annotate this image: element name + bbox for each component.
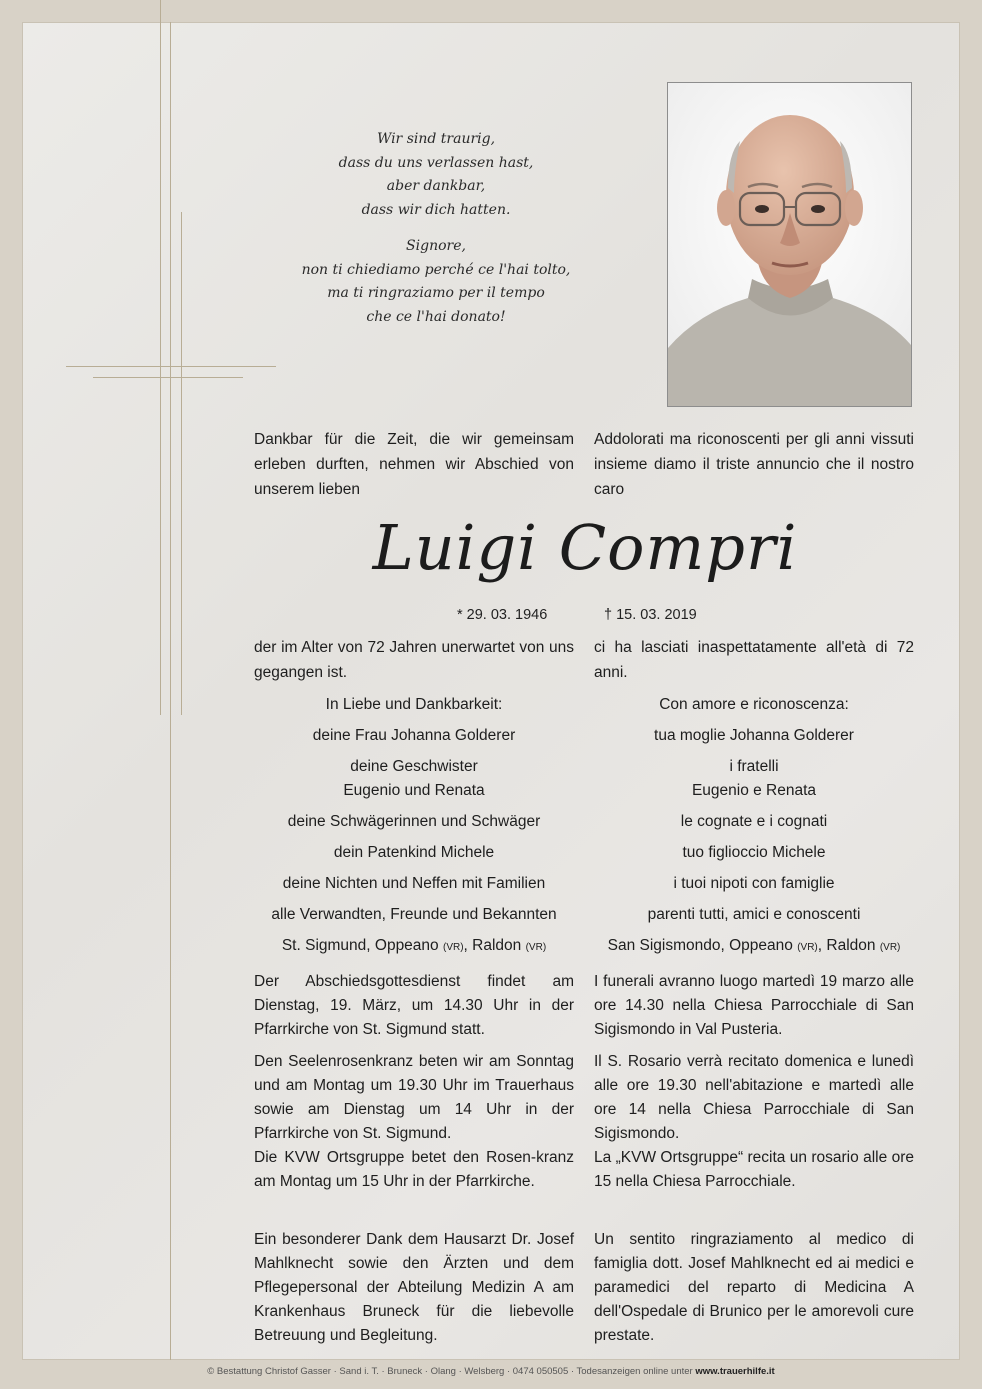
place-a-abbr: (VR)	[442, 942, 464, 953]
place-a: St. Sigmund, Oppeano	[281, 937, 443, 954]
mourner-godchild: tuo figlioccio Michele	[682, 844, 826, 861]
place-b-abbr: (VR)	[879, 942, 901, 953]
poem-german	[286, 128, 586, 222]
rosary-italian-text: Il S. Rosario verrà recitato domenica e lunedì alle ore 19.30 nell'abitazione e martedì alle ore 14 nella Chiesa Parrocchiale di San Sigismondo.	[594, 1053, 914, 1142]
mourners-heading: Con amore e riconoscenza:	[659, 696, 849, 713]
poem-line: aber dankbar,	[386, 178, 486, 194]
intro-italian: Addolorati ma riconoscenti per gli anni vissuti insieme diamo il triste annuncio che il nostro caro	[594, 431, 914, 498]
deceased-name: Luigi Compri	[372, 511, 798, 584]
service-italian: I funerali avranno luogo martedì 19 marzo alle ore 14.30 nella Chiesa Parrocchiale di San Sigismondo in Val Pusteria.	[594, 973, 914, 1038]
place-a: San Sigismondo, Oppeano	[607, 937, 798, 954]
mourner-siblings: i fratelli	[729, 758, 779, 775]
mourner-relatives: parenti tutti, amici e conoscenti	[647, 906, 861, 923]
rosary-german-text: Den Seelenrosenkranz beten wir am Sonntag und am Montag um 19.30 Uhr im Trauerhaus sowie am Dienstag um 14 Uhr in der Pfarrkirche von St. Sigmund.	[254, 1053, 574, 1142]
thanks-italian: Un sentito ringraziamento al medico di famiglia dott. Josef Mahlknecht ed ai medici e paramedici del reparto di Medicina A dell'Ospedale di Brunico per le amorevoli cure prestate.	[594, 1231, 914, 1344]
footer	[0, 1362, 982, 1382]
place-b-abbr: (VR)	[525, 942, 547, 953]
poem-line: che ce l'hai donato!	[366, 308, 506, 325]
portrait-photo	[667, 82, 912, 407]
poem-line: ma ti ringraziamo per il tempo	[327, 285, 545, 301]
cross-line-vertical-right	[181, 212, 182, 715]
thanks-german: Ein besonderer Dank dem Hausarzt Dr. Josef Mahlknecht sowie den Ärzten und dem Pflegepersonal der Abteilung Medizin A am Krankenhaus Bruneck für die liebevolle Betreuung und Begleitung.	[254, 1231, 574, 1344]
mourner-wife: tua moglie Johanna Golderer	[654, 727, 854, 744]
mourner-places	[254, 934, 574, 960]
poem-line: dass wir dich hatten.	[361, 201, 511, 218]
mourner-nieces: deine Nichten und Neffen mit Familien	[282, 875, 546, 892]
birth-date: * 29. 03. 1946	[457, 607, 548, 623]
cross-line-vertical-left	[160, 0, 161, 715]
intro-german: Dankbar für die Zeit, die wir gemeinsam erleben durften, nehmen wir Abschied von unserem lieben	[254, 431, 574, 498]
mourners-german	[254, 693, 574, 960]
age-german: der im Alter von 72 Jahren unerwartet von uns gegangen ist.	[254, 639, 574, 681]
poem-line: Signore,	[406, 238, 466, 254]
mourner-godchild: dein Patenkind Michele	[333, 844, 495, 861]
cross-line-horizontal-top	[66, 366, 276, 367]
poem-line: non ti chiediamo perché ce l'hai tolto,	[301, 261, 571, 278]
rosary-italian	[594, 1050, 914, 1194]
footer-website-link[interactable]: www.trauerhilfe.it	[695, 1366, 775, 1377]
mourner-inlaws: le cognate e i cognati	[680, 813, 828, 830]
place-b: , Raldon	[463, 937, 526, 954]
death-date: † 15. 03. 2019	[604, 607, 697, 623]
place-a-abbr: (VR)	[797, 942, 818, 953]
rosary-italian-kvw: La „KVW Ortsgruppe“ recita un rosario alle ore 15 nella Chiesa Parrocchiale.	[594, 1149, 914, 1190]
cross-line-horizontal-bottom	[93, 377, 243, 378]
rosary-german	[254, 1050, 574, 1194]
poem-line: dass du uns verlassen hast,	[338, 154, 534, 171]
full-vertical-line	[170, 22, 171, 1360]
rosary-german-kvw: Die KVW Ortsgruppe betet den Rosen-kranz am Montag um 15 Uhr in der Pfarrkirche.	[254, 1149, 574, 1190]
footer-text: © Bestattung Christof Gasser · Sand i. T. · Bruneck · Olang · Welsberg · 0474 050505 · Todesanzeigen online unter	[207, 1366, 696, 1377]
mourners-heading: In Liebe und Dankbarkeit:	[325, 696, 503, 713]
place-b: , Raldon	[817, 937, 880, 954]
mourners-italian	[594, 693, 914, 960]
mourner-siblings: deine Geschwister	[350, 758, 478, 775]
poem-line: Wir sind traurig,	[376, 131, 496, 147]
age-italian: ci ha lasciati inaspettatamente all'età di 72 anni.	[594, 639, 914, 681]
poem-italian	[286, 235, 586, 329]
mourner-wife: deine Frau Johanna Golderer	[312, 727, 516, 744]
mourner-siblings-names: Eugenio e Renata	[691, 782, 817, 799]
mourner-siblings-names: Eugenio und Renata	[343, 782, 485, 799]
mourner-relatives: alle Verwandten, Freunde und Bekannten	[271, 906, 557, 923]
portrait-illustration	[668, 83, 911, 406]
mourner-nieces: i tuoi nipoti con famiglie	[673, 875, 835, 892]
mourner-inlaws: deine Schwägerinnen und Schwäger	[287, 813, 541, 830]
service-german: Der Abschiedsgottesdienst findet am Dienstag, 19. März, um 14.30 Uhr in der Pfarrkirche von St. Sigmund statt.	[254, 973, 574, 1038]
mourner-places	[594, 934, 914, 960]
